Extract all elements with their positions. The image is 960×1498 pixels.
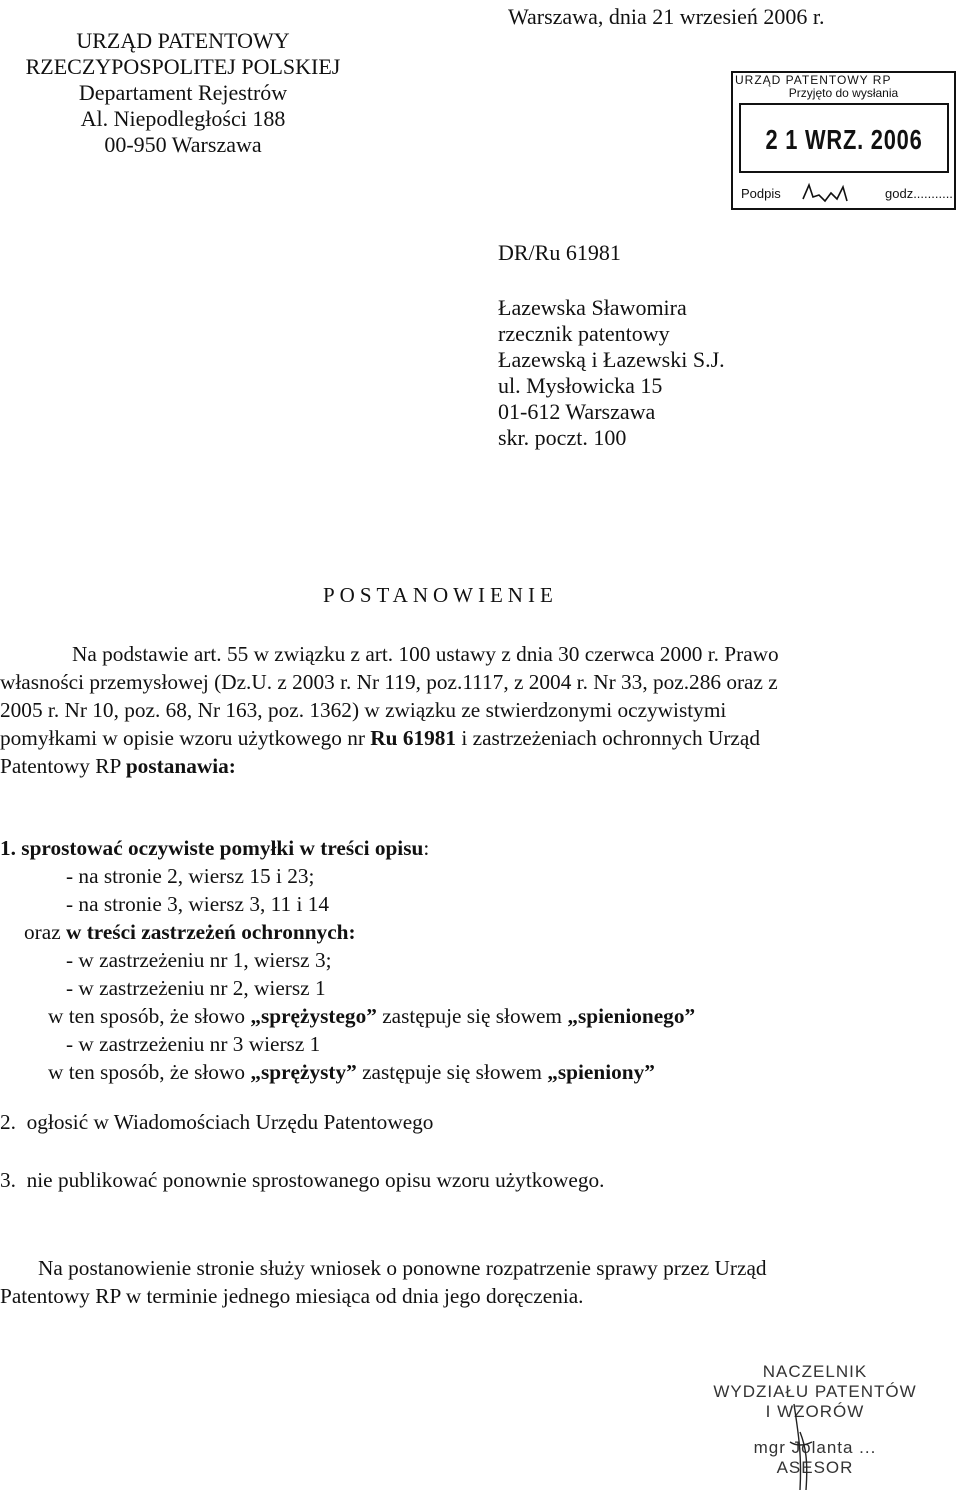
sender-line: 00-950 Warszawa xyxy=(104,132,262,157)
sender-line: URZĄD PATENTOWY xyxy=(76,28,290,53)
case-reference: DR/Ru 61981 xyxy=(498,240,621,265)
patent-number: Ru 61981 xyxy=(370,726,457,750)
sender-line: RZECZYPOSPOLITEJ POLSKIEJ xyxy=(25,54,341,79)
decision-item-3: 3. nie publikować ponownie sprostowanego opisu wzoru użytkowego. xyxy=(0,1168,605,1192)
stamp-signature-scribble xyxy=(799,177,869,207)
decision-list xyxy=(0,834,960,1194)
decision-verb: postanawia: xyxy=(125,754,236,778)
item-number: 1. xyxy=(0,836,22,860)
recipient-line: skr. poczt. 100 xyxy=(498,425,627,450)
stamp-received-label: Przyjęto do wysłania xyxy=(788,86,899,100)
body-text: zastępuje się słowem xyxy=(356,1060,548,1084)
handwritten-signature xyxy=(784,1402,824,1492)
body-text: w ten sposób, że słowo xyxy=(48,1004,251,1028)
body-text: zastępuje się słowem xyxy=(376,1004,568,1028)
document-title: POSTANOWIENIE xyxy=(323,583,558,607)
body-text: pomyłkami w opisie wzoru użytkowego nr xyxy=(0,726,371,750)
correction-line: - w zastrzeżeniu nr 2, wiersz 1 xyxy=(66,976,326,1000)
recipient-line: Łazewska Sławomira xyxy=(498,295,687,320)
body-line: własności przemysłowej (Dz.U. z 2003 r. Nr 119, poz.1117, z 2004 r. Nr 33, poz.286 oraz z xyxy=(0,670,778,694)
body-line: 2005 r. Nr 10, poz. 68, Nr 163, poz. 1362) w związku ze stwierdzonymi oczywistymi xyxy=(0,698,727,722)
recipient-line: ul. Mysłowicka 15 xyxy=(498,373,663,398)
stamp-podpis-label: Podpis xyxy=(741,186,781,201)
decision-item-1 xyxy=(0,834,960,862)
replacement-line xyxy=(0,1058,960,1086)
new-word: „spieniony” xyxy=(547,1060,655,1084)
body-text: Patentowy RP xyxy=(0,754,126,778)
stamp-office: URZĄD PATENTOWY RP xyxy=(735,73,892,87)
recipient-line: rzecznik patentowy xyxy=(498,321,670,346)
old-word: „sprężysty” xyxy=(250,1060,357,1084)
decision-item-2: 2. ogłosić w Wiadomościach Urzędu Patentowego xyxy=(0,1110,434,1134)
body-line: Na podstawie art. 55 w związku z art. 100 ustawy z dnia 30 czerwca 2000 r. Prawo xyxy=(72,642,779,666)
appeal-line: Na postanowienie stronie służy wniosek o ponowne rozpatrzenie sprawy przez Urząd xyxy=(38,1256,767,1280)
sender-block xyxy=(0,28,366,158)
body-text: oraz xyxy=(24,920,66,944)
recipient-line: Łazewską i Łazewski S.J. xyxy=(498,347,725,372)
stamp-line: ASESOR xyxy=(776,1458,854,1477)
new-word: „spienionego” xyxy=(567,1004,696,1028)
body-text: w ten sposób, że słowo xyxy=(48,1060,251,1084)
stamp-line: I WZORÓW xyxy=(765,1402,865,1421)
stamp-line: mgr Jolanta ... xyxy=(753,1438,877,1457)
stamp-line: WYDZIAŁU PATENTÓW xyxy=(713,1382,917,1401)
correction-line: - w zastrzeżeniu nr 1, wiersz 3; xyxy=(66,948,332,972)
old-word: „sprężystego” xyxy=(250,1004,377,1028)
recipient-block xyxy=(498,240,725,451)
sender-line: Al. Niepodległości 188 xyxy=(80,106,286,131)
stamp-godz-label: godz........... xyxy=(885,186,953,201)
body-line xyxy=(0,724,960,752)
claims-heading xyxy=(0,918,960,946)
claims-label: w treści zastrzeżeń ochronnych: xyxy=(65,920,356,944)
correction-line: - na stronie 3, wiersz 3, 11 i 14 xyxy=(66,892,329,916)
stamp-date-box xyxy=(739,103,949,173)
body-text: i zastrzeżeniach ochronnych Urząd xyxy=(456,726,760,750)
item-label: sprostować oczywiste pomyłki w treści opisu xyxy=(21,836,424,860)
recipient-line: 01-612 Warszawa xyxy=(498,399,656,424)
correction-line: - na stronie 2, wiersz 15 i 23; xyxy=(66,864,315,888)
stamp-date: 2 1 WRZ. 2006 xyxy=(765,124,923,155)
appeal-line: Patentowy RP w terminie jednego miesiąca od dnia jego doręczenia. xyxy=(0,1284,584,1308)
correction-line: - w zastrzeżeniu nr 3 wiersz 1 xyxy=(66,1032,321,1056)
body-line xyxy=(0,752,960,780)
sender-line: Departament Rejestrów xyxy=(78,80,288,105)
body-paragraph xyxy=(0,640,960,780)
received-stamp xyxy=(731,71,956,210)
replacement-line xyxy=(0,1002,960,1030)
appeal-paragraph xyxy=(0,1254,960,1310)
item-colon: : xyxy=(423,836,430,860)
stamp-line: NACZELNIK xyxy=(762,1362,868,1381)
document-date: Warszawa, dnia 21 wrzesień 2006 r. xyxy=(508,4,825,29)
